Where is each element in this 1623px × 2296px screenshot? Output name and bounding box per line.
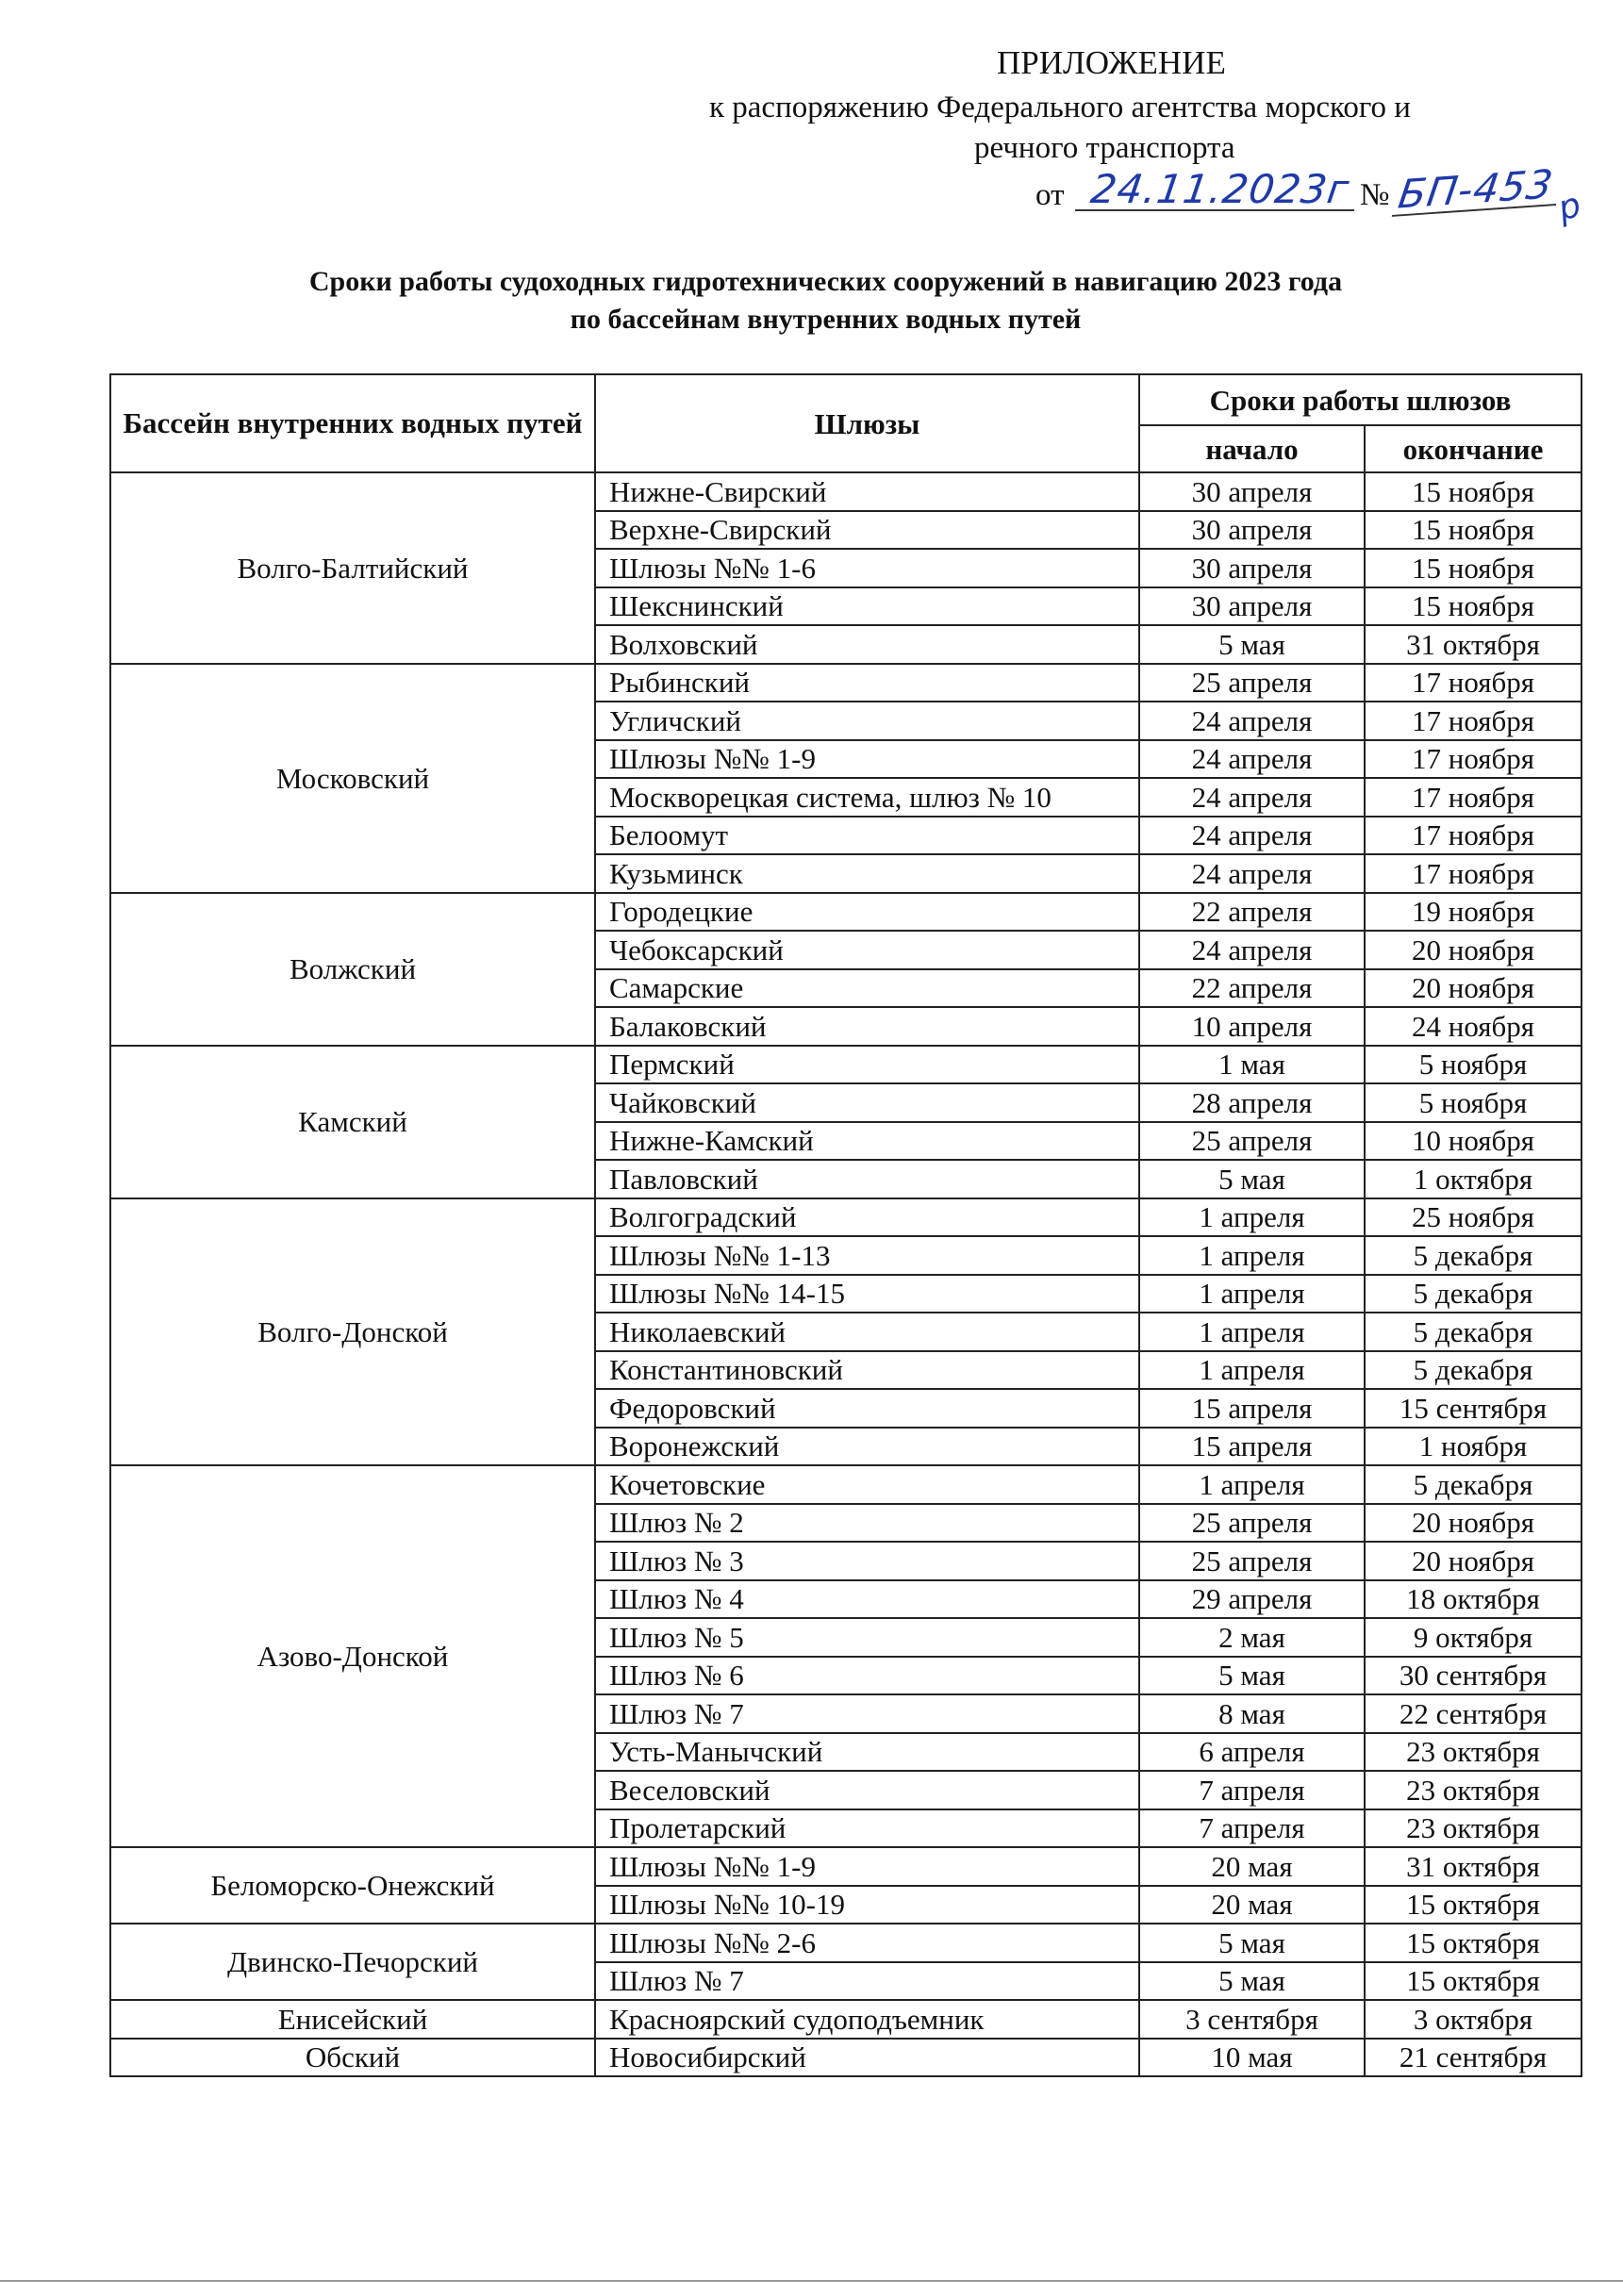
start-date-cell: 1 мая bbox=[1139, 1046, 1365, 1084]
end-date-cell: 24 ноября bbox=[1365, 1007, 1582, 1046]
start-date-cell: 2 мая bbox=[1139, 1618, 1365, 1657]
basin-cell: Московский bbox=[110, 664, 595, 893]
end-date-cell: 17 ноября bbox=[1365, 854, 1582, 893]
lock-cell: Волгоградский bbox=[595, 1198, 1139, 1237]
start-date-cell: 24 апреля bbox=[1139, 740, 1365, 779]
lock-cell: Шекснинский bbox=[595, 587, 1139, 626]
lock-cell: Нижне-Камский bbox=[595, 1122, 1139, 1161]
start-date-cell: 15 апреля bbox=[1139, 1428, 1365, 1466]
lock-cell: Новосибирский bbox=[595, 2039, 1139, 2077]
start-date-cell: 25 апреля bbox=[1139, 1504, 1365, 1543]
start-date-cell: 5 мая bbox=[1139, 1962, 1365, 2001]
table-row bbox=[110, 1847, 1582, 1886]
start-date-cell: 3 сентября bbox=[1139, 2000, 1365, 2039]
end-date-cell: 5 декабря bbox=[1365, 1275, 1582, 1313]
end-date-cell: 5 декабря bbox=[1365, 1313, 1582, 1351]
start-date-cell: 24 апреля bbox=[1139, 817, 1365, 855]
end-date-cell: 1 октября bbox=[1365, 1160, 1582, 1198]
end-date-cell: 17 ноября bbox=[1365, 817, 1582, 855]
appendix-subtitle-line1: к распоряжению Федерального агентства морского и bbox=[709, 91, 1411, 124]
end-date-cell: 3 октября bbox=[1365, 2000, 1582, 2039]
end-date-cell: 17 ноября bbox=[1365, 778, 1582, 817]
table-body bbox=[110, 472, 1582, 2076]
start-date-cell: 24 апреля bbox=[1139, 778, 1365, 817]
basin-cell: Обский bbox=[110, 2039, 595, 2077]
handwritten-number: БП-453 bbox=[1391, 164, 1561, 217]
end-date-cell: 23 октября bbox=[1365, 1771, 1582, 1809]
end-date-cell: 5 декабря bbox=[1365, 1236, 1582, 1275]
start-date-cell: 24 апреля bbox=[1139, 931, 1365, 969]
lock-cell: Кочетовские bbox=[595, 1465, 1139, 1504]
lock-cell: Николаевский bbox=[595, 1313, 1139, 1351]
end-date-cell: 15 октября bbox=[1365, 1886, 1582, 1924]
basin-cell: Камский bbox=[110, 1046, 595, 1198]
lock-cell: Рыбинский bbox=[595, 664, 1139, 702]
end-date-cell: 15 ноября bbox=[1365, 587, 1582, 626]
start-date-cell: 24 апреля bbox=[1139, 854, 1365, 893]
lock-cell: Белоомут bbox=[595, 817, 1139, 855]
basin-cell: Азово-Донской bbox=[110, 1465, 595, 1847]
lock-cell: Балаковский bbox=[595, 1007, 1139, 1046]
end-date-cell: 21 сентября bbox=[1365, 2039, 1582, 2077]
basin-cell: Двинско-Печорский bbox=[110, 1924, 595, 2000]
start-date-cell: 29 апреля bbox=[1139, 1580, 1365, 1619]
lock-cell: Шлюзы №№ 2-6 bbox=[595, 1924, 1139, 1962]
document-title-line1: Сроки работы судоходных гидротехнических сооружений в навигацию 2023 года bbox=[308, 266, 1343, 297]
end-date-cell: 5 декабря bbox=[1365, 1465, 1582, 1504]
start-date-cell: 25 апреля bbox=[1139, 1122, 1365, 1161]
end-date-cell: 23 октября bbox=[1365, 1809, 1582, 1848]
handwritten-suffix: р bbox=[1554, 185, 1586, 229]
end-date-cell: 20 ноября bbox=[1365, 1504, 1582, 1543]
appendix-subtitle-line2: речного транспорта bbox=[974, 131, 1235, 165]
start-date-cell: 10 апреля bbox=[1139, 1007, 1365, 1046]
lock-cell: Москворецкая система, шлюз № 10 bbox=[595, 778, 1139, 817]
table-row bbox=[110, 1046, 1582, 1084]
table-row bbox=[110, 1465, 1582, 1504]
table-row bbox=[110, 2000, 1582, 2039]
lock-cell: Нижне-Свирский bbox=[595, 472, 1139, 511]
start-date-cell: 30 апреля bbox=[1139, 472, 1365, 511]
lock-cell: Веселовский bbox=[595, 1771, 1139, 1809]
start-date-cell: 1 апреля bbox=[1139, 1236, 1365, 1275]
lock-cell: Волховский bbox=[595, 625, 1139, 664]
end-date-cell: 9 октября bbox=[1365, 1618, 1582, 1657]
lock-cell: Шлюзы №№ 1-13 bbox=[595, 1236, 1139, 1275]
end-date-cell: 5 ноября bbox=[1365, 1046, 1582, 1084]
table-row bbox=[110, 1198, 1582, 1237]
table-row bbox=[110, 893, 1582, 932]
end-date-cell: 17 ноября bbox=[1365, 740, 1582, 779]
end-date-cell: 10 ноября bbox=[1365, 1122, 1582, 1161]
start-date-cell: 6 апреля bbox=[1139, 1733, 1365, 1772]
table-row bbox=[110, 664, 1582, 702]
table-row bbox=[110, 2039, 1582, 2077]
lock-cell: Пермский bbox=[595, 1046, 1139, 1084]
order-reference bbox=[1035, 160, 1586, 229]
end-date-cell: 30 сентября bbox=[1365, 1657, 1582, 1695]
basin-cell: Беломорско-Онежский bbox=[110, 1847, 595, 1924]
end-date-cell: 15 ноября bbox=[1365, 549, 1582, 587]
lock-cell: Городецкие bbox=[595, 893, 1139, 932]
end-date-cell: 15 октября bbox=[1365, 1924, 1582, 1962]
start-date-cell: 10 мая bbox=[1139, 2039, 1365, 2077]
start-date-cell: 8 мая bbox=[1139, 1694, 1365, 1733]
lock-cell: Шлюзы №№ 14-15 bbox=[595, 1275, 1139, 1313]
date-prefix: от bbox=[1035, 178, 1065, 212]
appendix-title: ПРИЛОЖЕНИЕ bbox=[997, 44, 1226, 81]
lock-cell: Шлюз № 2 bbox=[595, 1504, 1139, 1543]
scan-edge-line bbox=[0, 2280, 1623, 2282]
end-date-cell: 5 декабря bbox=[1365, 1351, 1582, 1390]
start-date-cell: 1 апреля bbox=[1139, 1275, 1365, 1313]
start-date-cell: 5 мая bbox=[1139, 1924, 1365, 1962]
end-date-cell: 1 ноября bbox=[1365, 1428, 1582, 1466]
lock-cell: Шлюз № 7 bbox=[595, 1694, 1139, 1733]
end-date-cell: 20 ноября bbox=[1365, 1542, 1582, 1580]
end-date-cell: 15 ноября bbox=[1365, 511, 1582, 550]
start-date-cell: 25 апреля bbox=[1139, 664, 1365, 702]
end-date-cell: 31 октября bbox=[1365, 625, 1582, 664]
locks-schedule-table bbox=[109, 373, 1582, 2077]
end-date-cell: 15 ноября bbox=[1365, 472, 1582, 511]
start-date-cell: 5 мая bbox=[1139, 1657, 1365, 1695]
end-date-cell: 22 сентября bbox=[1365, 1694, 1582, 1733]
lock-cell: Кузьминск bbox=[595, 854, 1139, 893]
start-date-cell: 1 апреля bbox=[1139, 1351, 1365, 1390]
lock-cell: Шлюз № 3 bbox=[595, 1542, 1139, 1580]
start-date-cell: 20 мая bbox=[1139, 1847, 1365, 1886]
header-basin: Бассейн внутренних водных путей bbox=[110, 374, 595, 472]
lock-cell: Шлюзы №№ 10-19 bbox=[595, 1886, 1139, 1924]
basin-cell: Енисейский bbox=[110, 2000, 595, 2039]
end-date-cell: 17 ноября bbox=[1365, 702, 1582, 740]
header-locks: Шлюзы bbox=[595, 374, 1139, 472]
document-title-line2: по бассейнам внутренних водных путей bbox=[570, 304, 1082, 335]
lock-cell: Красноярский судоподъемник bbox=[595, 2000, 1139, 2039]
start-date-cell: 25 апреля bbox=[1139, 1542, 1365, 1580]
end-date-cell: 15 октября bbox=[1365, 1962, 1582, 2001]
end-date-cell: 17 ноября bbox=[1365, 664, 1582, 702]
start-date-cell: 1 апреля bbox=[1139, 1313, 1365, 1351]
start-date-cell: 7 апреля bbox=[1139, 1809, 1365, 1848]
end-date-cell: 20 ноября bbox=[1365, 969, 1582, 1008]
lock-cell: Шлюзы №№ 1-9 bbox=[595, 740, 1139, 779]
end-date-cell: 23 октября bbox=[1365, 1733, 1582, 1772]
lock-cell: Верхне-Свирский bbox=[595, 511, 1139, 550]
lock-cell: Павловский bbox=[595, 1160, 1139, 1198]
lock-cell: Чебоксарский bbox=[595, 931, 1139, 969]
end-date-cell: 5 ноября bbox=[1365, 1083, 1582, 1122]
start-date-cell: 15 апреля bbox=[1139, 1389, 1365, 1428]
start-date-cell: 20 мая bbox=[1139, 1886, 1365, 1924]
end-date-cell: 31 октября bbox=[1365, 1847, 1582, 1886]
header-end: окончание bbox=[1365, 425, 1582, 472]
lock-cell: Шлюз № 5 bbox=[595, 1618, 1139, 1657]
basin-cell: Волго-Балтийский bbox=[110, 472, 595, 664]
number-sign: № bbox=[1360, 178, 1390, 212]
lock-cell: Шлюз № 6 bbox=[595, 1657, 1139, 1695]
table-row bbox=[110, 1924, 1582, 1962]
start-date-cell: 30 апреля bbox=[1139, 549, 1365, 587]
end-date-cell: 19 ноября bbox=[1365, 893, 1582, 932]
lock-cell: Шлюз № 4 bbox=[595, 1580, 1139, 1619]
lock-cell: Шлюзы №№ 1-6 bbox=[595, 549, 1139, 587]
end-date-cell: 15 сентября bbox=[1365, 1389, 1582, 1428]
start-date-cell: 24 апреля bbox=[1139, 702, 1365, 740]
end-date-cell: 25 ноября bbox=[1365, 1198, 1582, 1237]
basin-cell: Волго-Донской bbox=[110, 1198, 595, 1466]
lock-cell: Пролетарский bbox=[595, 1809, 1139, 1848]
lock-cell: Шлюз № 7 bbox=[595, 1962, 1139, 2001]
start-date-cell: 5 мая bbox=[1139, 625, 1365, 664]
basin-cell: Волжский bbox=[110, 893, 595, 1046]
end-date-cell: 18 октября bbox=[1365, 1580, 1582, 1619]
lock-cell: Самарские bbox=[595, 969, 1139, 1008]
start-date-cell: 30 апреля bbox=[1139, 511, 1365, 550]
start-date-cell: 5 мая bbox=[1139, 1160, 1365, 1198]
end-date-cell: 20 ноября bbox=[1365, 931, 1582, 969]
start-date-cell: 1 апреля bbox=[1139, 1465, 1365, 1504]
start-date-cell: 30 апреля bbox=[1139, 587, 1365, 626]
start-date-cell: 28 апреля bbox=[1139, 1083, 1365, 1122]
header-start: начало bbox=[1139, 425, 1365, 472]
lock-cell: Угличский bbox=[595, 702, 1139, 740]
start-date-cell: 22 апреля bbox=[1139, 893, 1365, 932]
start-date-cell: 1 апреля bbox=[1139, 1198, 1365, 1237]
start-date-cell: 22 апреля bbox=[1139, 969, 1365, 1008]
lock-cell: Шлюзы №№ 1-9 bbox=[595, 1847, 1139, 1886]
handwritten-date: 24.11.2023г bbox=[1074, 170, 1359, 211]
table-row bbox=[110, 472, 1582, 511]
header-period: Сроки работы шлюзов bbox=[1139, 374, 1582, 425]
lock-cell: Константиновский bbox=[595, 1351, 1139, 1390]
lock-cell: Чайковский bbox=[595, 1083, 1139, 1122]
lock-cell: Федоровский bbox=[595, 1389, 1139, 1428]
lock-cell: Усть-Манычский bbox=[595, 1733, 1139, 1772]
lock-cell: Воронежский bbox=[595, 1428, 1139, 1466]
start-date-cell: 7 апреля bbox=[1139, 1771, 1365, 1809]
